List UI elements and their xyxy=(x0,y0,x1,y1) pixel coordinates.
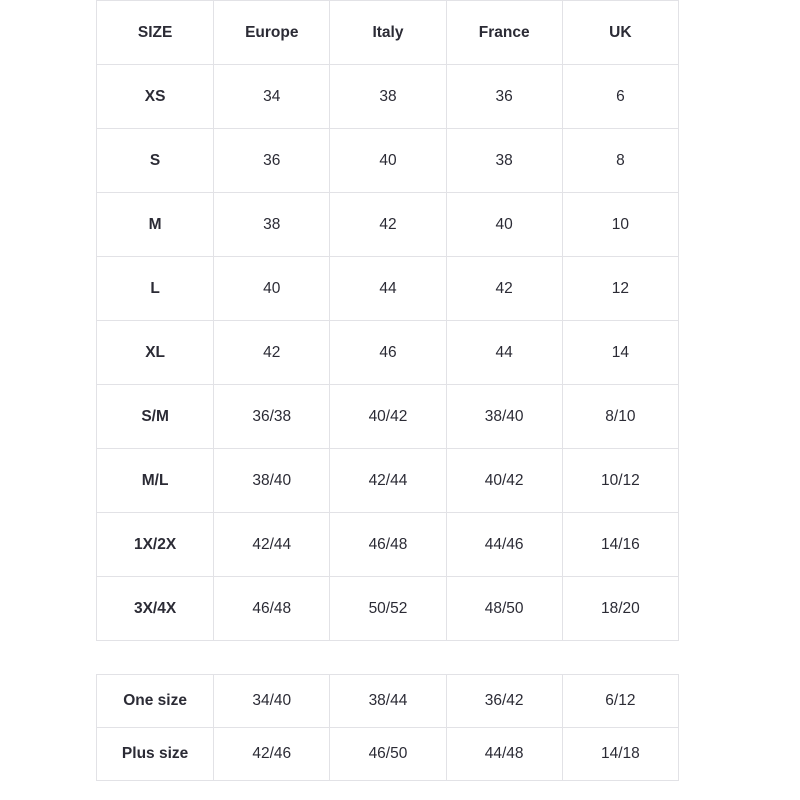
row-label: S xyxy=(97,129,214,193)
cell-uk: 14/16 xyxy=(562,513,678,577)
cell-uk: 10 xyxy=(562,193,678,257)
row-label: 1X/2X xyxy=(97,513,214,577)
cell-france: 38/40 xyxy=(446,385,562,449)
cell-europe: 36 xyxy=(214,129,330,193)
table-separator xyxy=(96,641,679,674)
cell-uk: 8/10 xyxy=(562,385,678,449)
table-header-row xyxy=(97,1,679,65)
cell-uk: 6 xyxy=(562,65,678,129)
cell-italy: 46/48 xyxy=(330,513,446,577)
table-row xyxy=(97,385,679,449)
cell-uk: 10/12 xyxy=(562,449,678,513)
size-chart-document xyxy=(96,0,679,781)
cell-europe: 34/40 xyxy=(214,675,330,728)
cell-italy: 40/42 xyxy=(330,385,446,449)
cell-france: 44 xyxy=(446,321,562,385)
table-row xyxy=(97,449,679,513)
row-label: M/L xyxy=(97,449,214,513)
cell-uk: 14 xyxy=(562,321,678,385)
cell-europe: 42/44 xyxy=(214,513,330,577)
cell-italy: 42 xyxy=(330,193,446,257)
cell-france: 44/48 xyxy=(446,728,562,781)
table-row xyxy=(97,577,679,641)
cell-italy: 38 xyxy=(330,65,446,129)
cell-uk: 6/12 xyxy=(562,675,678,728)
cell-europe: 36/38 xyxy=(214,385,330,449)
column-header-france: France xyxy=(446,1,562,65)
row-label: XL xyxy=(97,321,214,385)
cell-france: 48/50 xyxy=(446,577,562,641)
cell-france: 38 xyxy=(446,129,562,193)
cell-europe: 38/40 xyxy=(214,449,330,513)
column-header-europe: Europe xyxy=(214,1,330,65)
table-row xyxy=(97,193,679,257)
cell-uk: 12 xyxy=(562,257,678,321)
row-label: Plus size xyxy=(97,728,214,781)
cell-italy: 46 xyxy=(330,321,446,385)
row-label: 3X/4X xyxy=(97,577,214,641)
one-size-table xyxy=(96,674,679,781)
cell-europe: 40 xyxy=(214,257,330,321)
cell-italy: 44 xyxy=(330,257,446,321)
cell-italy: 50/52 xyxy=(330,577,446,641)
cell-france: 36/42 xyxy=(446,675,562,728)
cell-italy: 46/50 xyxy=(330,728,446,781)
row-label: L xyxy=(97,257,214,321)
row-label: XS xyxy=(97,65,214,129)
cell-italy: 42/44 xyxy=(330,449,446,513)
cell-france: 40/42 xyxy=(446,449,562,513)
cell-france: 42 xyxy=(446,257,562,321)
row-label: One size xyxy=(97,675,214,728)
table-row xyxy=(97,65,679,129)
row-label: M xyxy=(97,193,214,257)
table-row xyxy=(97,728,679,781)
cell-uk: 18/20 xyxy=(562,577,678,641)
cell-europe: 38 xyxy=(214,193,330,257)
cell-europe: 46/48 xyxy=(214,577,330,641)
column-header-size: SIZE xyxy=(97,1,214,65)
cell-europe: 34 xyxy=(214,65,330,129)
cell-france: 36 xyxy=(446,65,562,129)
cell-europe: 42 xyxy=(214,321,330,385)
cell-italy: 38/44 xyxy=(330,675,446,728)
cell-italy: 40 xyxy=(330,129,446,193)
cell-france: 44/46 xyxy=(446,513,562,577)
size-conversion-table xyxy=(96,0,679,641)
cell-uk: 8 xyxy=(562,129,678,193)
column-header-uk: UK xyxy=(562,1,678,65)
table-row xyxy=(97,257,679,321)
table-row xyxy=(97,129,679,193)
table-row xyxy=(97,513,679,577)
cell-france: 40 xyxy=(446,193,562,257)
row-label: S/M xyxy=(97,385,214,449)
cell-europe: 42/46 xyxy=(214,728,330,781)
cell-uk: 14/18 xyxy=(562,728,678,781)
table-row xyxy=(97,675,679,728)
table-row xyxy=(97,321,679,385)
column-header-italy: Italy xyxy=(330,1,446,65)
